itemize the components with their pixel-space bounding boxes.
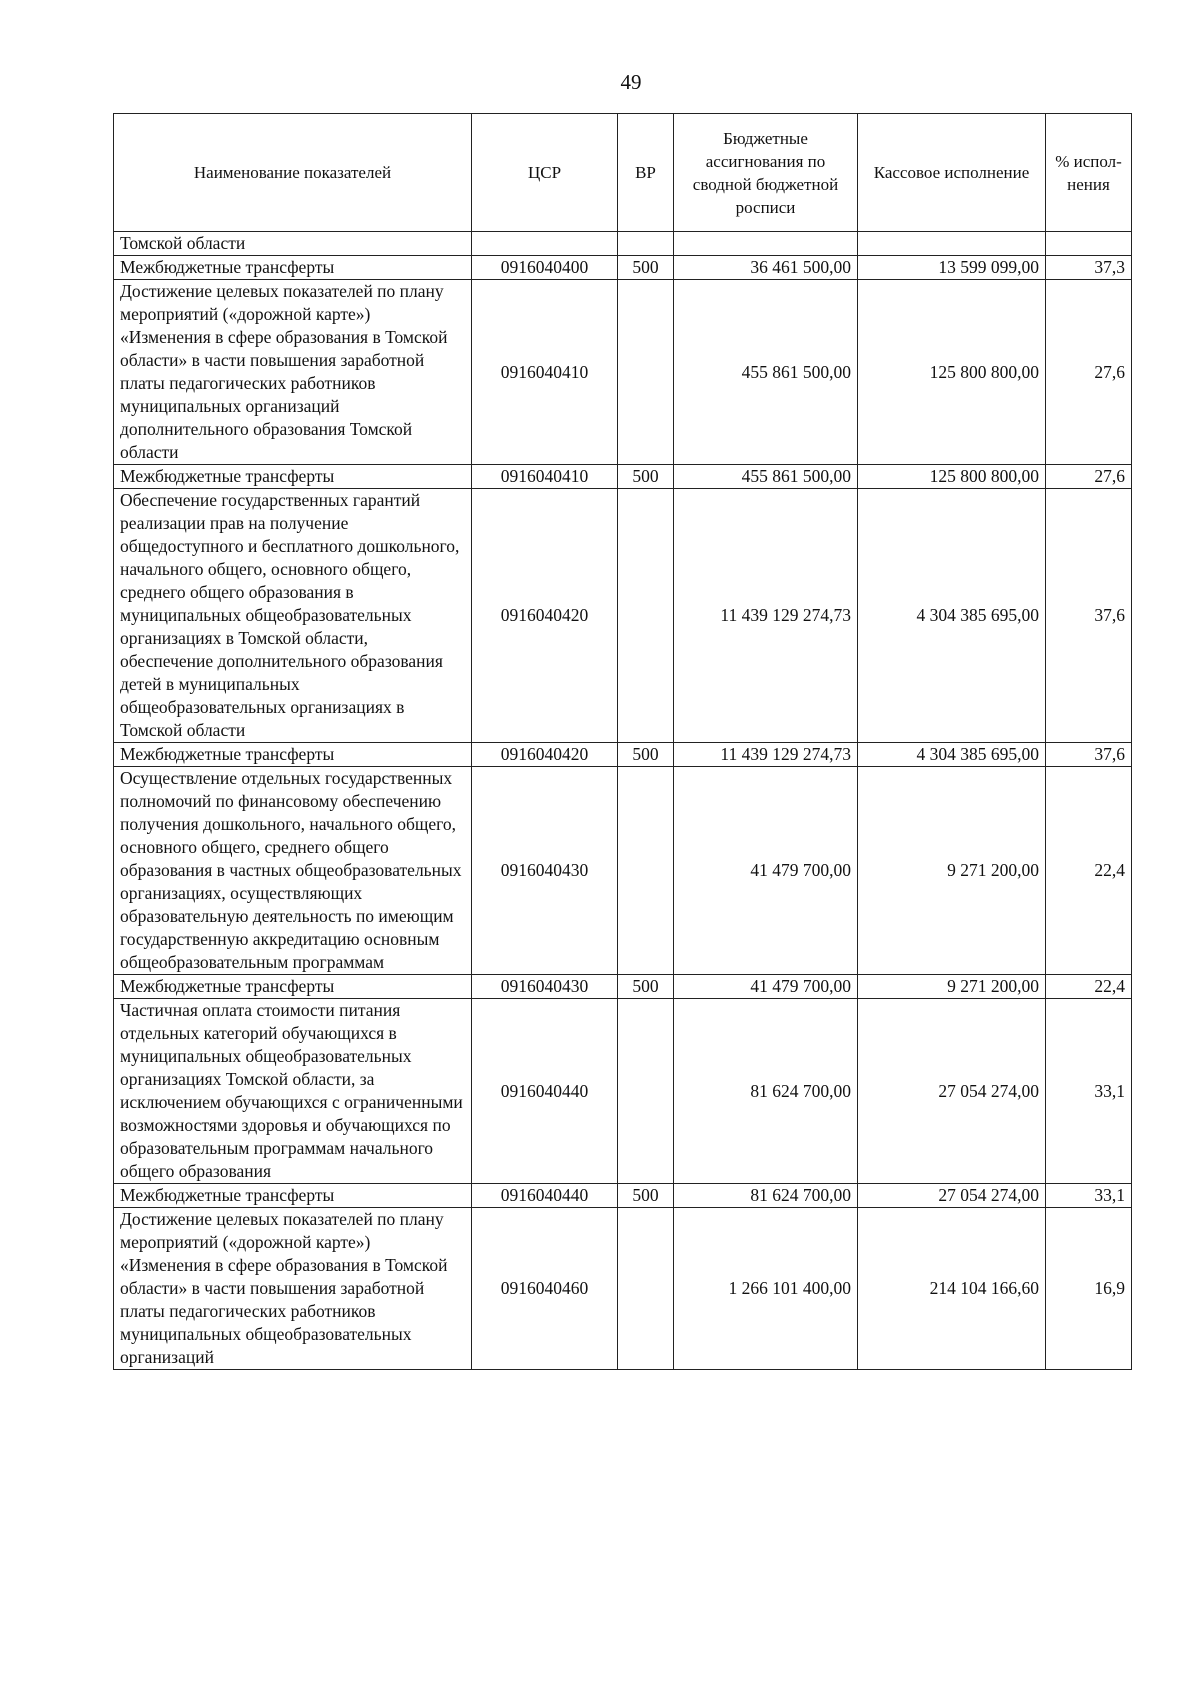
row-budget: 41 479 700,00 xyxy=(674,975,858,999)
table-row xyxy=(114,280,1132,465)
row-csr xyxy=(472,232,618,256)
row-csr: 0916040400 xyxy=(472,256,618,280)
row-percent: 37,3 xyxy=(1046,256,1132,280)
table-header-row xyxy=(114,114,1132,232)
row-csr: 0916040440 xyxy=(472,1184,618,1208)
page-number: 49 xyxy=(620,70,642,94)
header-name: Наименование показателей xyxy=(114,114,472,232)
row-budget: 455 861 500,00 xyxy=(674,280,858,465)
row-vr: 500 xyxy=(618,975,674,999)
row-csr: 0916040410 xyxy=(472,465,618,489)
table-row xyxy=(114,999,1132,1184)
header-percent: % испол-нения xyxy=(1046,114,1132,232)
row-name: Обеспечение государственных гарантий реализации прав на получение общедоступного и бесплатного дошкольного, начального общего, основного общего, среднего общего образования в муниципальных общеобразовательных организациях в Томской области, обеспечение дополнительного образования детей в муниципальных общеобразовательных организациях в Томской области xyxy=(114,489,472,743)
table-row xyxy=(114,1184,1132,1208)
row-percent: 22,4 xyxy=(1046,975,1132,999)
header-vr: ВР xyxy=(618,114,674,232)
row-budget: 81 624 700,00 xyxy=(674,999,858,1184)
table-row xyxy=(114,767,1132,975)
table-row xyxy=(114,1208,1132,1370)
row-csr: 0916040430 xyxy=(472,767,618,975)
row-vr xyxy=(618,232,674,256)
row-percent: 37,6 xyxy=(1046,743,1132,767)
row-vr xyxy=(618,489,674,743)
row-vr xyxy=(618,1208,674,1370)
row-csr: 0916040420 xyxy=(472,743,618,767)
row-percent: 22,4 xyxy=(1046,767,1132,975)
header-csr: ЦСР xyxy=(472,114,618,232)
row-budget: 11 439 129 274,73 xyxy=(674,743,858,767)
row-csr: 0916040440 xyxy=(472,999,618,1184)
row-percent: 16,9 xyxy=(1046,1208,1132,1370)
row-cash: 27 054 274,00 xyxy=(858,1184,1046,1208)
row-percent: 27,6 xyxy=(1046,280,1132,465)
row-vr: 500 xyxy=(618,465,674,489)
row-vr: 500 xyxy=(618,1184,674,1208)
row-name: Межбюджетные трансферты xyxy=(114,975,472,999)
header-budget: Бюджетные ассигнования по сводной бюджетной росписи xyxy=(674,114,858,232)
row-name: Осуществление отдельных государственных полномочий по финансовому обеспечению получения дошкольного, начального общего, основного общего, среднего общего образования в частных общеобразовательных организациях, осуществляющих образовательную деятельность по имеющим государственную аккредитацию основным общеобразовательным программам xyxy=(114,767,472,975)
row-name: Частичная оплата стоимости питания отдельных категорий обучающихся в муниципальных общеобразовательных организациях Томской области, за исключением обучающихся с ограниченными возможностями здоровья и обучающихся по образовательным программам начального общего образования xyxy=(114,999,472,1184)
header-cash: Кассовое исполнение xyxy=(858,114,1046,232)
table-row xyxy=(114,232,1132,256)
row-name: Межбюджетные трансферты xyxy=(114,256,472,280)
row-vr xyxy=(618,280,674,465)
row-cash: 4 304 385 695,00 xyxy=(858,743,1046,767)
row-vr xyxy=(618,999,674,1184)
row-cash: 9 271 200,00 xyxy=(858,767,1046,975)
row-cash: 27 054 274,00 xyxy=(858,999,1046,1184)
row-cash: 13 599 099,00 xyxy=(858,256,1046,280)
row-budget: 36 461 500,00 xyxy=(674,256,858,280)
row-budget: 1 266 101 400,00 xyxy=(674,1208,858,1370)
row-percent: 37,6 xyxy=(1046,489,1132,743)
row-budget: 81 624 700,00 xyxy=(674,1184,858,1208)
row-budget xyxy=(674,232,858,256)
row-budget: 11 439 129 274,73 xyxy=(674,489,858,743)
row-name: Томской области xyxy=(114,232,472,256)
row-csr: 0916040430 xyxy=(472,975,618,999)
budget-table xyxy=(113,113,1132,1370)
row-percent: 27,6 xyxy=(1046,465,1132,489)
row-name: Межбюджетные трансферты xyxy=(114,1184,472,1208)
row-csr: 0916040460 xyxy=(472,1208,618,1370)
row-csr: 0916040410 xyxy=(472,280,618,465)
row-name: Межбюджетные трансферты xyxy=(114,743,472,767)
row-percent: 33,1 xyxy=(1046,1184,1132,1208)
table-row xyxy=(114,743,1132,767)
row-cash: 125 800 800,00 xyxy=(858,465,1046,489)
row-name: Достижение целевых показателей по плану мероприятий («дорожной карте») «Изменения в сфере образования в Томской области» в части повышения заработной платы педагогических работников муниципальных общеобразовательных организаций xyxy=(114,1208,472,1370)
table-row xyxy=(114,256,1132,280)
row-cash: 125 800 800,00 xyxy=(858,280,1046,465)
row-cash: 4 304 385 695,00 xyxy=(858,489,1046,743)
row-cash: 214 104 166,60 xyxy=(858,1208,1046,1370)
row-csr: 0916040420 xyxy=(472,489,618,743)
table-row xyxy=(114,975,1132,999)
row-vr xyxy=(618,767,674,975)
row-percent: 33,1 xyxy=(1046,999,1132,1184)
table-row xyxy=(114,489,1132,743)
row-cash xyxy=(858,232,1046,256)
row-budget: 41 479 700,00 xyxy=(674,767,858,975)
table-row xyxy=(114,465,1132,489)
row-cash: 9 271 200,00 xyxy=(858,975,1046,999)
row-name: Достижение целевых показателей по плану мероприятий («дорожной карте») «Изменения в сфере образования в Томской области» в части повышения заработной платы педагогических работников муниципальных организаций дополнительного образования Томской области xyxy=(114,280,472,465)
row-vr: 500 xyxy=(618,256,674,280)
row-name: Межбюджетные трансферты xyxy=(114,465,472,489)
row-percent xyxy=(1046,232,1132,256)
row-vr: 500 xyxy=(618,743,674,767)
row-budget: 455 861 500,00 xyxy=(674,465,858,489)
